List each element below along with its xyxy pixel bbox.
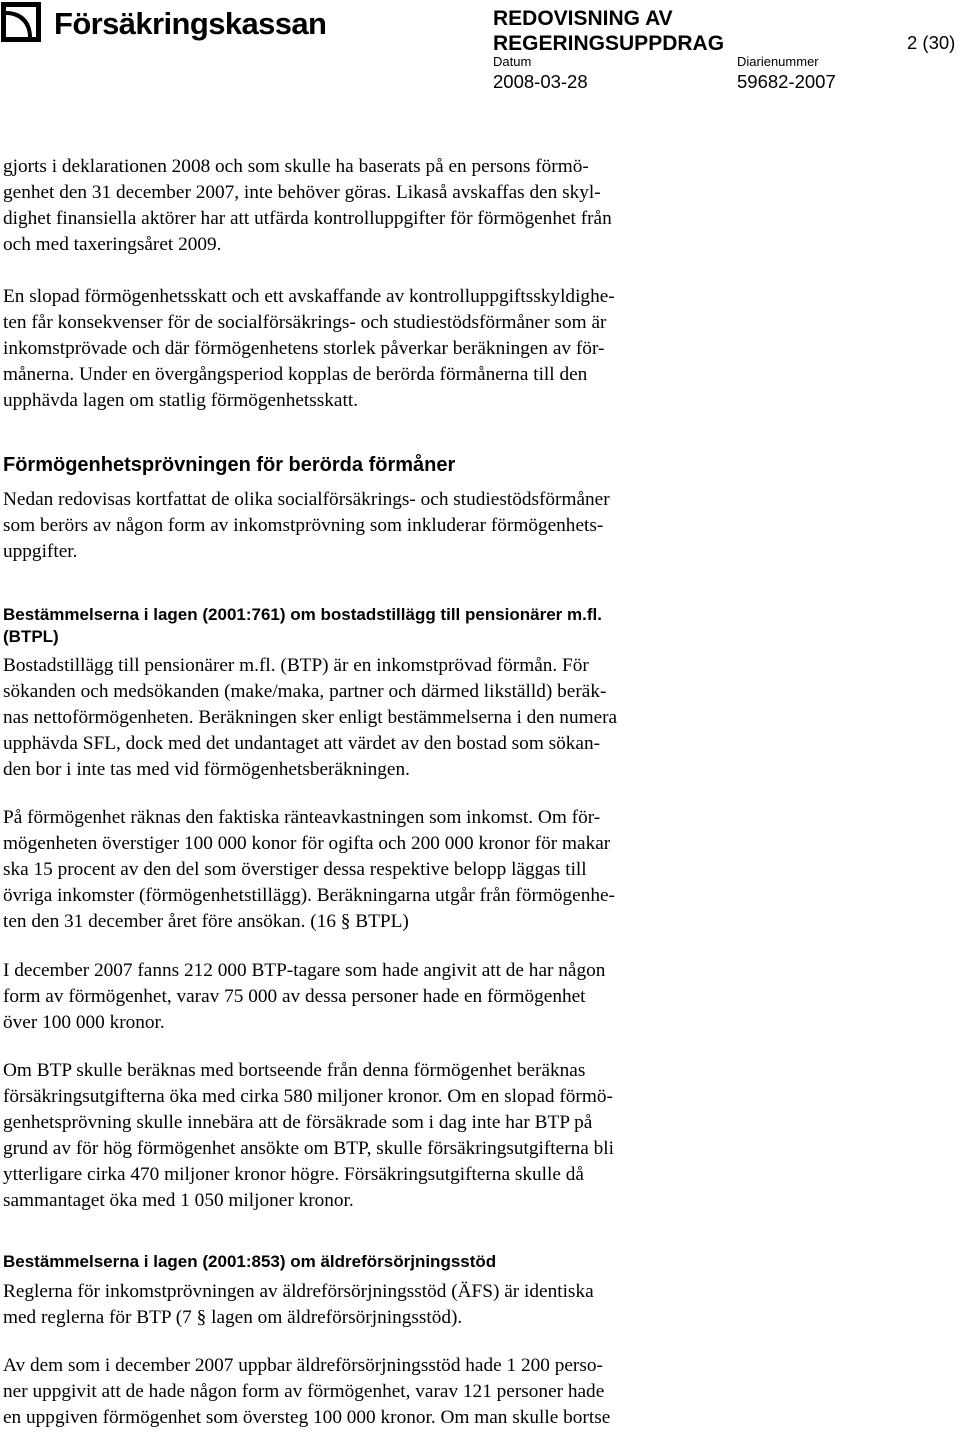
date-value: 2008-03-28 [493, 71, 588, 92]
paragraph-line: och med taxeringsåret 2009. [3, 234, 222, 255]
paragraph-line: genhetsprövning skulle innebära att de försäkrade som i dag inte har BTP på [3, 1112, 593, 1133]
forsakringskassan-logo-icon [1, 2, 41, 42]
section-heading: Förmögenhetsprövningen för berörda förmåner [3, 454, 456, 476]
afs-subheading: Bestämmelserna i lagen (2001:853) om äldreförsörjningsstöd [3, 1252, 497, 1271]
reference-number-label: Diarienummer [737, 54, 819, 69]
paragraph-line: sökanden och medsökanden (make/maka, partner och därmed likställd) beräk- [3, 681, 607, 702]
paragraph-line: mögenheten överstiger 100 000 konor för ogifta och 200 000 kronor för makar [3, 833, 611, 854]
btp-calculation-paragraph [3, 805, 615, 935]
paragraph-line: upphävda SFL, dock med det undantaget att värdet av den bostad som sökan- [3, 733, 601, 754]
paragraph-line: I december 2007 fanns 212 000 BTP-tagare som hade angivit att de har någon [3, 960, 606, 981]
document-title-line-1: REDOVISNING AV [493, 7, 673, 30]
page-number: 2 (30) [907, 32, 956, 53]
paragraph-line: nas nettoförmögenheten. Beräkningen sker enligt bestämmelserna i den numera [3, 707, 618, 728]
section-intro-paragraph [3, 487, 610, 565]
paragraph-line: En slopad förmögenhetsskatt och ett avskaffande av kontrolluppgiftsskyldighe- [3, 286, 615, 307]
paragraph-line: försäkringsutgifterna öka med cirka 580 miljoner kronor. Om en slopad förmö- [3, 1086, 613, 1107]
afs-rules-paragraph [3, 1279, 594, 1331]
btp-statistics-paragraph [3, 958, 605, 1036]
paragraph-line: sammantaget öka med 1 050 miljoner kronor. [3, 1190, 354, 1211]
paragraph-line: inkomstprövade och där förmögenhetens storlek påverkar beräkningen av för- [3, 338, 605, 359]
paragraph-line: med reglerna för BTP (7 § lagen om äldreförsörjningsstöd). [3, 1307, 463, 1328]
paragraph-line: som berörs av någon form av inkomstprövning som inkluderar förmögenhets- [3, 515, 604, 536]
subheading-line: Bestämmelserna i lagen (2001:761) om bostadstillägg till pensionärer m.fl. [3, 605, 602, 624]
document-title [493, 6, 724, 56]
paragraph-line: grund av för hög förmögenhet ansökte om BTP, skulle försäkringsutgifterna bli [3, 1138, 614, 1159]
paragraph-line: På förmögenhet räknas den faktiska ränteavkastningen som inkomst. Om för- [3, 807, 601, 828]
paragraph-line: dighet finansiella aktörer har att utfärda kontrolluppgifter för förmögenhet från [3, 208, 612, 229]
paragraph-line: ytterligare cirka 470 miljoner kronor högre. Försäkringsutgifterna skulle då [3, 1164, 584, 1185]
paragraph-line: upphävda lagen om statlig förmögenhetsskatt. [3, 390, 359, 411]
paragraph-line: gjorts i deklarationen 2008 och som skulle ha baserats på en persons förmö- [3, 156, 589, 177]
afs-statistics-paragraph [3, 1353, 610, 1431]
consequences-paragraph [3, 284, 615, 414]
paragraph-line: Reglerna för inkomstprövningen av äldreförsörjningsstöd (ÄFS) är identiska [3, 1281, 594, 1302]
logo-wordmark: Försäkringskassan [54, 6, 327, 41]
btpl-subheading [3, 604, 602, 648]
btp-description-paragraph [3, 653, 617, 783]
paragraph-line: form av förmögenhet, varav 75 000 av dessa personer hade en förmögenhet [3, 986, 586, 1007]
paragraph-line: övriga inkomster (förmögenhetstillägg). Beräkningarna utgår från förmögenhe- [3, 885, 615, 906]
paragraph-line: Nedan redovisas kortfattat de olika socialförsäkrings- och studiestödsförmåner [3, 489, 610, 510]
subheading-line: (BTPL) [3, 627, 59, 646]
paragraph-line: Av dem som i december 2007 uppbar äldreförsörjningsstöd hade 1 200 perso- [3, 1355, 603, 1376]
paragraph-line: en uppgiven förmögenhet som översteg 100 000 kronor. Om man skulle bortse [3, 1407, 611, 1428]
paragraph-line: ten får konsekvenser för de socialförsäkrings- och studiestödsförmåner som är [3, 312, 607, 333]
reference-number-value: 59682-2007 [737, 71, 836, 92]
date-label: Datum [493, 54, 532, 69]
paragraph-line: Bostadstillägg till pensionärer m.fl. (BTP) är en inkomstprövad förmån. För [3, 655, 589, 676]
paragraph-line: månerna. Under en övergångsperiod kopplas de berörda förmånerna till den [3, 364, 588, 385]
paragraph-line: ten den 31 december året före ansökan. (16 § BTPL) [3, 911, 409, 932]
paragraph-line: Om BTP skulle beräknas med bortseende från denna förmögenhet beräknas [3, 1060, 586, 1081]
btp-cost-paragraph [3, 1058, 614, 1214]
paragraph-line: uppgifter. [3, 541, 78, 562]
intro-paragraph [3, 154, 612, 258]
paragraph-line: den bor i inte tas med vid förmögenhetsberäkningen. [3, 759, 410, 780]
paragraph-line: över 100 000 kronor. [3, 1012, 165, 1033]
paragraph-line: ner uppgivit att de hade någon form av förmögenhet, varav 121 personer hade [3, 1381, 605, 1402]
document-title-line-2: REGERINGSUPPDRAG [493, 32, 725, 55]
paragraph-line: ska 15 procent av den del som överstiger dessa respektive belopp läggas till [3, 859, 587, 880]
paragraph-line: genhet den 31 december 2007, inte behöver göras. Likaså avskaffas den skyl- [3, 182, 601, 203]
